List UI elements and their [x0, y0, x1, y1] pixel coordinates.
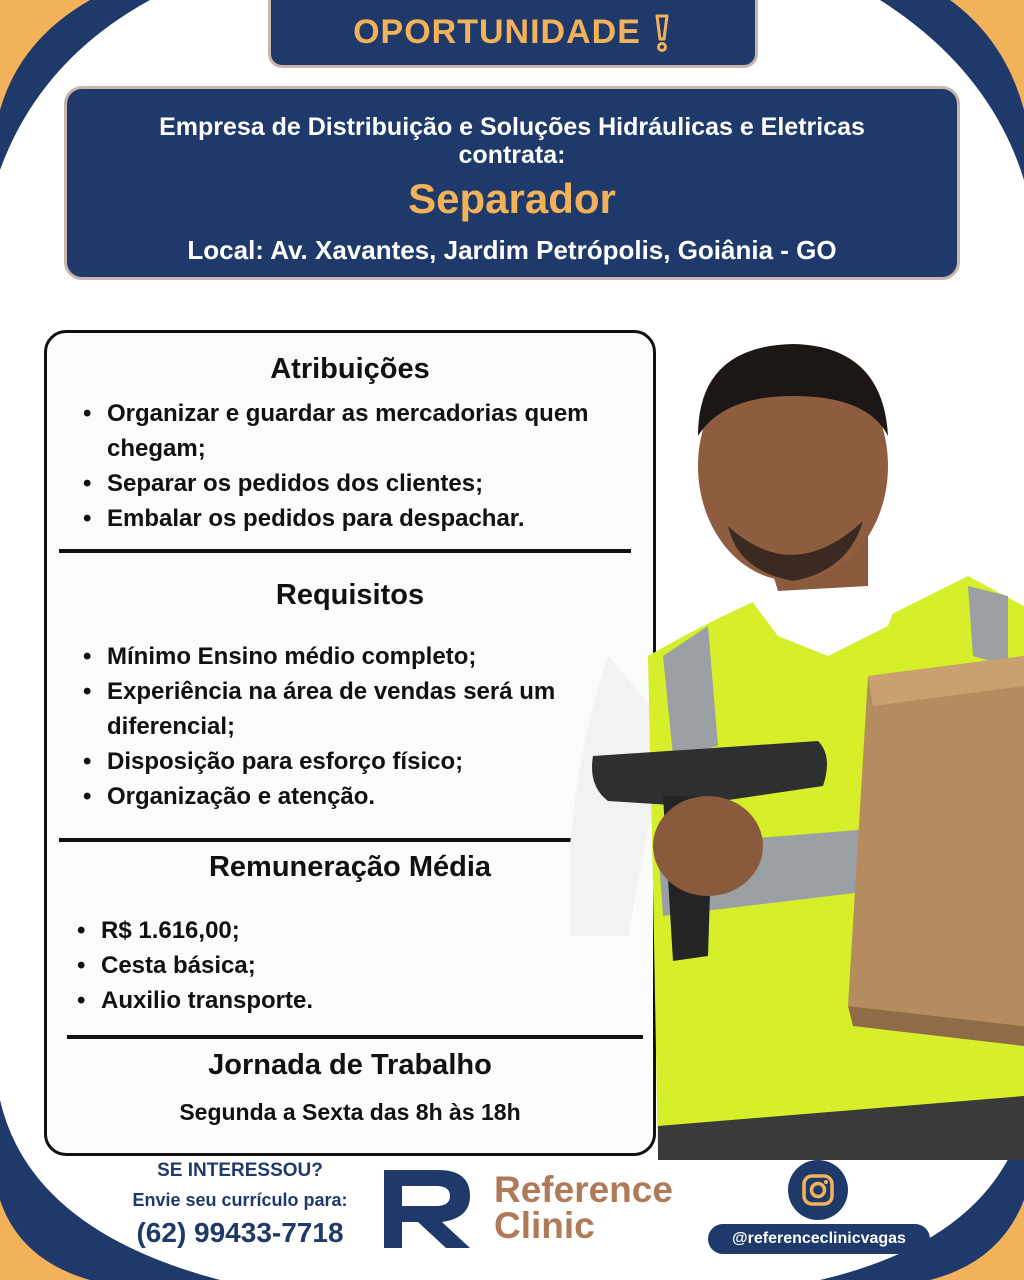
divider [59, 838, 619, 842]
work-hours: Segunda a Sexta das 8h às 18h [179, 1099, 521, 1125]
list-item: • Cesta básica; [75, 948, 615, 983]
section-title-jornada: Jornada de Trabalho [208, 1049, 492, 1081]
contact-phone[interactable]: (62) 99433-7718 [136, 1217, 344, 1248]
list-item: • Mínimo Ensino médio completo; [81, 639, 581, 674]
brand-line1: Reference [494, 1169, 673, 1210]
atribuicoes-list [81, 396, 621, 536]
top-banner [268, 0, 758, 68]
instagram-icon[interactable] [788, 1160, 848, 1220]
divider [67, 1035, 643, 1039]
contact-instruction: Envie seu currículo para: [132, 1190, 348, 1210]
list-item: • Separar os pedidos dos clientes; [81, 466, 621, 501]
instagram-handle[interactable]: @referenceclinicvagas [708, 1224, 930, 1254]
brand-name [494, 1169, 673, 1246]
contact-heading: SE INTERESSOU? [157, 1160, 323, 1181]
section-title-requisitos: Requisitos [275, 579, 425, 611]
contact-block [110, 1160, 370, 1249]
requisitos-list [81, 639, 581, 814]
divider [59, 549, 631, 553]
job-details-card [44, 330, 656, 1156]
list-item: • Organização e atenção. [81, 779, 581, 814]
brand-line2: Clinic [494, 1205, 595, 1246]
brand-logo-icon [380, 1166, 476, 1250]
list-item: • Disposição para esforço físico; [81, 744, 581, 779]
section-title-remuneracao: Remuneração Média [208, 851, 492, 883]
list-item: • Experiência na área de vendas será um diferencial; [81, 674, 581, 744]
worker-photo [568, 326, 1024, 1160]
instagram-glyph-icon [801, 1173, 835, 1207]
banner-title: OPORTUNIDADE [353, 13, 641, 51]
list-item: • Auxilio transporte. [75, 983, 615, 1018]
list-item: • Embalar os pedidos para despachar. [81, 501, 621, 536]
section-title-atribuicoes: Atribuições [270, 353, 430, 385]
list-item: • R$ 1.616,00; [75, 913, 615, 948]
remuneracao-list [75, 913, 615, 1018]
job-header [64, 86, 960, 280]
job-location: Local: Av. Xavantes, Jardim Petrópolis, Goiânia - GO [187, 235, 837, 265]
list-item: • Organizar e guardar as mercadorias quem chegam; [81, 396, 621, 466]
company-text: Empresa de Distribuição e Soluções Hidráulicas e Eletricas contrata: [159, 113, 865, 169]
job-role: Separador [408, 175, 616, 222]
exclamation-icon [651, 13, 673, 53]
